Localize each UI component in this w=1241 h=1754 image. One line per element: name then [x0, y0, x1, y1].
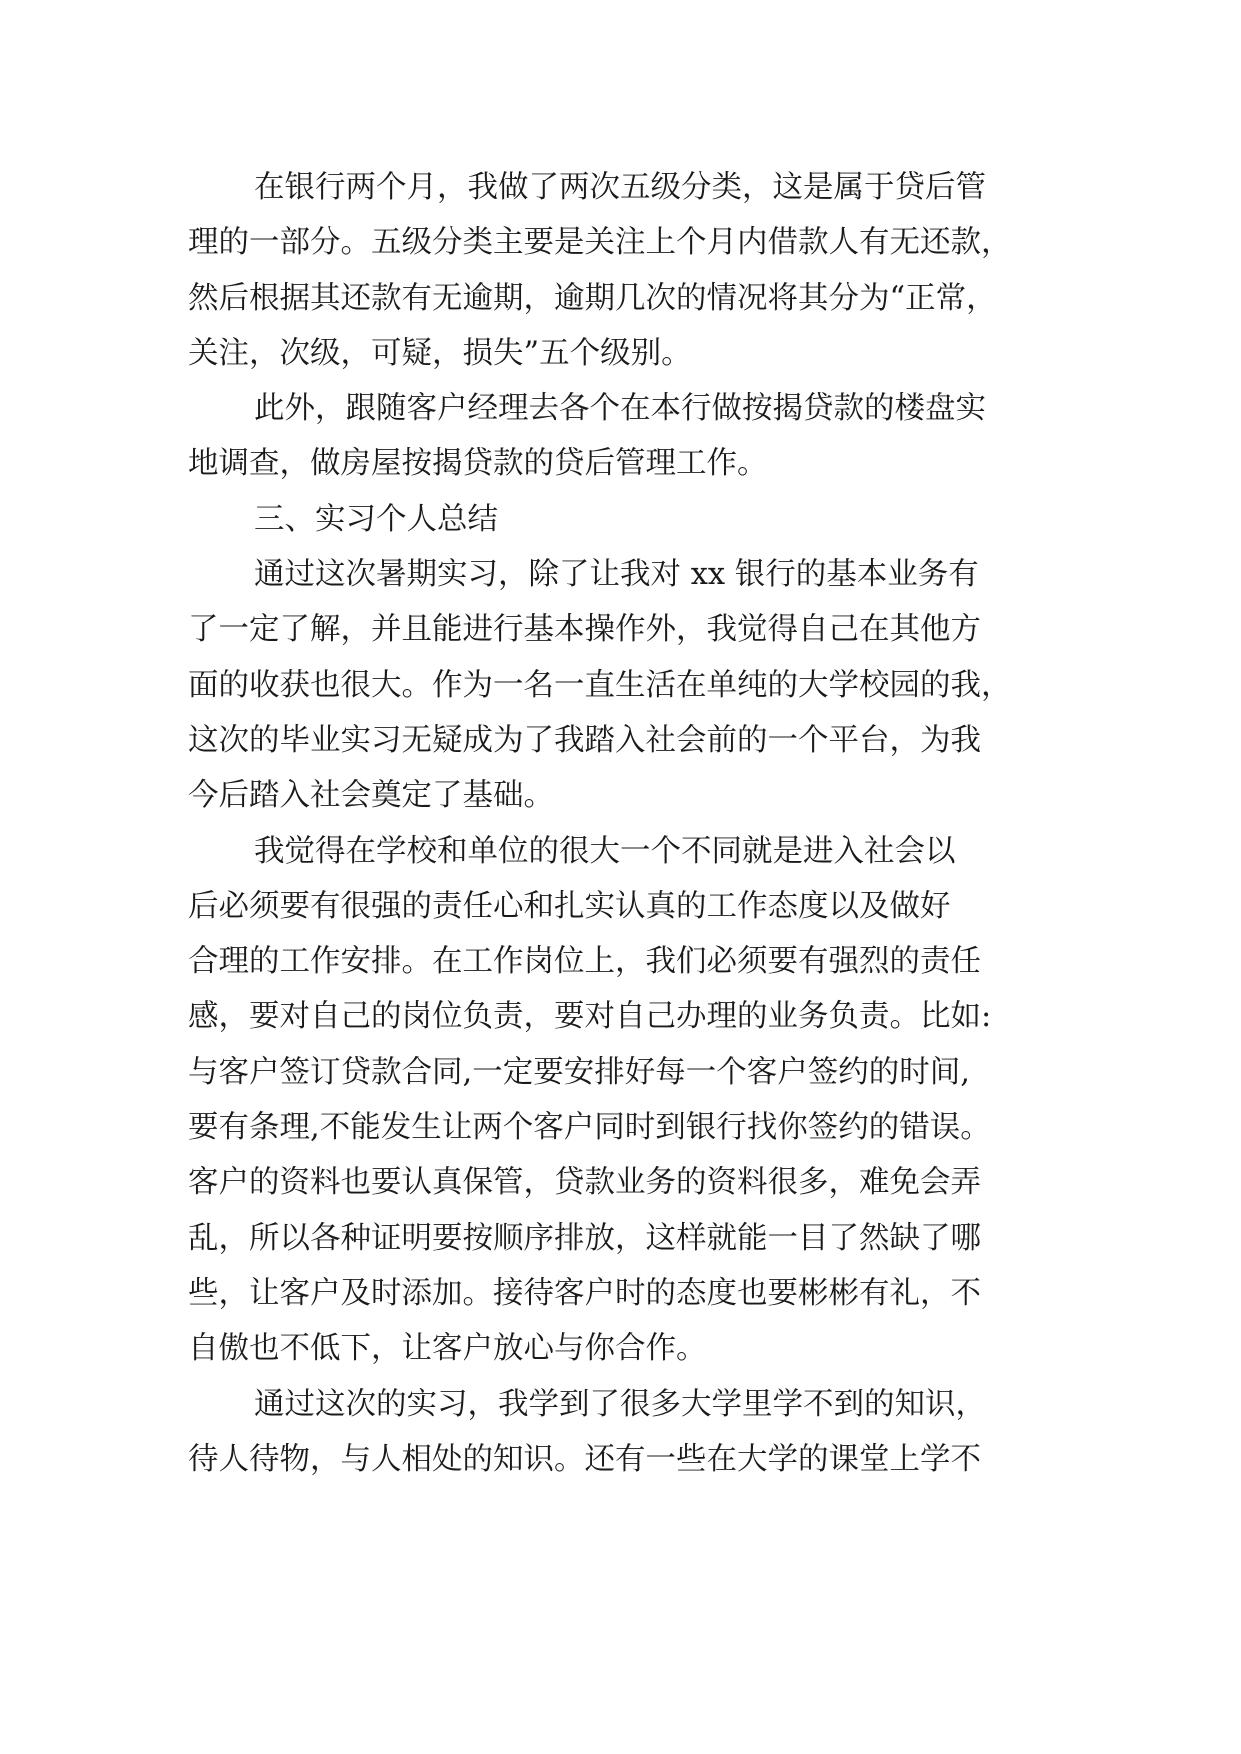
text-line: 与客户签订贷款合同,一定要安排好每一个客户签约的时间,	[188, 1054, 970, 1090]
text-line: 自傲也不低下，让客户放心与你合作。	[188, 1331, 707, 1367]
body-text	[188, 160, 1068, 1487]
text-line: 今后踏入社会奠定了基础。	[188, 778, 554, 814]
text-line: 然后根据其还款有无逾期，逾期几次的情况将其分为“正常，	[188, 280, 997, 316]
text-line: 理的一部分。五级分类主要是关注上个月内借款人有无还款，	[188, 225, 1012, 261]
text-line: 感，要对自己的岗位负责，要对自己办理的业务负责。比如:	[188, 999, 992, 1035]
text-line: 通过这次的实习，我学到了很多大学里学不到的知识，	[254, 1386, 986, 1422]
text-line: 合理的工作安排。在工作岗位上，我们必须要有强烈的责任	[188, 944, 981, 980]
text-line: 后必须要有很强的责任心和扎实认真的工作态度以及做好	[188, 888, 951, 924]
text-line: 我觉得在学校和单位的很大一个不同就是进入社会以	[254, 833, 956, 869]
text-line: 通过这次暑期实习，除了让我对 xx 银行的基本业务有	[254, 557, 979, 593]
text-line: 三、实习个人总结	[254, 501, 498, 537]
text-line: 此外，跟随客户经理去各个在本行做按揭贷款的楼盘实	[254, 391, 986, 427]
text-line: 些，让客户及时添加。接待客户时的态度也要彬彬有礼，不	[188, 1275, 981, 1311]
text-line: 在银行两个月，我做了两次五级分类，这是属于贷后管	[254, 170, 986, 205]
text-line: 客户的资料也要认真保管，贷款业务的资料很多，难免会弄	[188, 1165, 981, 1201]
text-line: 关注，次级，可疑，损失”五个级别。	[188, 335, 692, 371]
text-line: 面的收获也很大。作为一名一直生活在单纯的大学校园的我，	[188, 667, 1012, 703]
text-line: 这次的毕业实习无疑成为了我踏入社会前的一个平台，为我	[188, 722, 981, 758]
text-line: 了一定了解，并且能进行基本操作外，我觉得自己在其他方	[188, 612, 981, 648]
text-line: 地调查，做房屋按揭贷款的贷后管理工作。	[188, 446, 768, 482]
text-line: 要有条理,不能发生让两个客户同时到银行找你签约的错误。	[188, 1110, 991, 1146]
text-line: 待人待物，与人相处的知识。还有一些在大学的课堂上学不	[188, 1441, 981, 1477]
text-line: 乱，所以各种证明要按顺序排放，这样就能一目了然缺了哪	[188, 1220, 981, 1256]
